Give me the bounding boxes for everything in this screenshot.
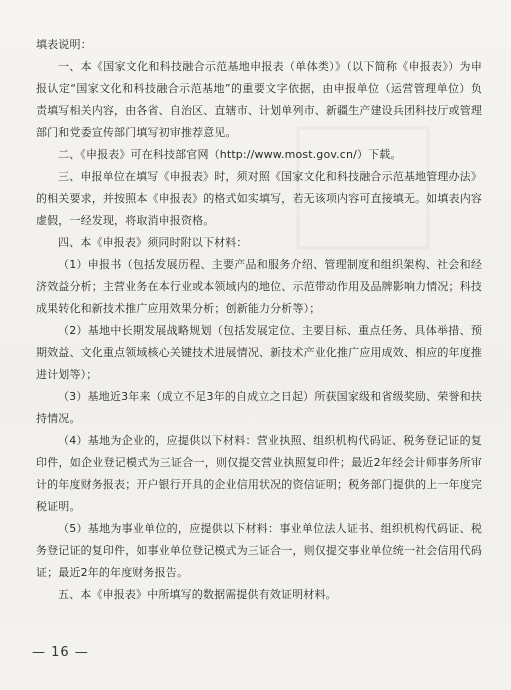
instructions-heading: 填表说明： bbox=[36, 38, 92, 51]
attachment-item-5: （5）基地为事业单位的，应提供以下材料：事业单位法人证书、组织机构代码证、税务登记证的复印件，如事业单位登记模式为三证合一，则仅提交事业单位统一社会信用代码证；最近2年的年度财务报告。 bbox=[36, 522, 482, 579]
instruction-item-3: 三、申报单位在填写《申报表》时，须对照《国家文化和科技融合示范基地管理办法》的相关要求，并按照本《申报表》的格式如实填写，若无该项内容可直接填无。如填表内容虚假，一经发现，将取消申报资格。 bbox=[36, 170, 482, 227]
instruction-item-2: 二、《申报表》可在科技部官网（http://www.most.gov.cn/）下载。 bbox=[58, 148, 402, 161]
instructions-body bbox=[36, 34, 482, 606]
instruction-item-1: 一、本《国家文化和科技融合示范基地申报表（单体类）》（以下简称《申报表》）为申报认定“国家文化和科技融合示范基地”的重要文字依据，由申报单位（运营管理单位）负责填写相关内容，由各省、自治区、直辖市、计划单列市、新疆生产建设兵团科技厅或管理部门和党委宣传部门填写初审推荐意见。 bbox=[36, 60, 482, 139]
attachment-item-2: （2）基地中长期发展战略规划（包括发展定位、主要目标、重点任务、具体举措、预期效益、文化重点领域核心关键技术进展情况、新技术产业化推广应用成效、相应的年度推进计划等）； bbox=[36, 324, 482, 381]
attachment-item-3: （3）基地近3年来（成立不足3年的自成立之日起）所获国家级和省级奖励、荣誉和扶持情况。 bbox=[36, 390, 482, 425]
instruction-item-5: 五、本《申报表》中所填写的数据需提供有效证明材料。 bbox=[58, 588, 337, 601]
attachment-item-1: （1）申报书（包括发展历程、主要产品和服务介绍、管理制度和组织架构、社会和经济效益分析；主营业务在本行业或本领域内的地位、示范带动作用及品牌影响力情况；科技成果转化和新技术推广应用效果分析；创新能力分析等）； bbox=[36, 258, 482, 315]
instruction-item-4: 四、本《申报表》须同时附以下材料： bbox=[58, 236, 248, 249]
page-number: — 16 — bbox=[32, 645, 89, 660]
attachment-item-4: （4）基地为企业的，应提供以下材料：营业执照、组织机构代码证、税务登记证的复印件，如企业登记模式为三证合一，则仅提交营业执照复印件；最近2年经会计师事务所审计的年度财务报表；开户银行开具的企业信用状况的资信证明；税务部门提供的上一年度完税证明。 bbox=[36, 434, 482, 513]
